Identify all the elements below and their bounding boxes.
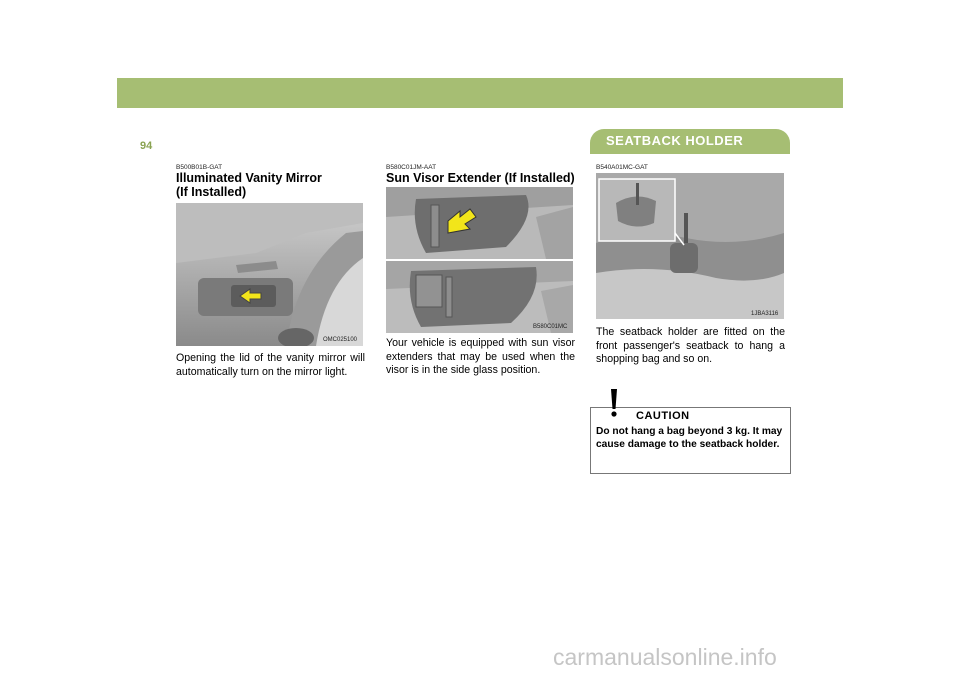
heading-line-1: Illuminated Vanity Mirror [176,171,322,185]
caution-text: Do not hang a bag beyond 3 kg. It may cause damage to the seatback holder. [596,426,783,450]
section-title: SEATBACK HOLDER [606,133,744,148]
image-code: 1JBA3116 [751,311,779,317]
heading-line-2: (If Installed) [176,185,247,199]
section-heading [176,171,322,199]
caution-title: CAUTION [636,410,690,422]
header-band [117,78,843,108]
warning-exclamation-icon [601,387,627,424]
seatback-holder-photo [596,173,784,319]
section-code: B500B01B-GAT [176,164,223,171]
vanity-mirror-photo [176,203,363,346]
sun-visor-photo-top [386,187,573,259]
chapter-title: FEATURES OF YOUR HYUNDAI [164,116,299,126]
chapter-number: 1 [146,107,157,128]
page-number: 94 [140,140,153,152]
image-code: OMC025100 [323,337,358,343]
body-text: The seatback holder are fitted on the front passenger's seatback to hang a shopping bag and so on. [596,326,785,365]
watermark: carmanualsonline.info [553,644,777,670]
section-code: B540A01MC-GAT [596,164,648,171]
section-heading: Sun Visor Extender (If Installed) [386,171,575,185]
body-text: Opening the lid of the vanity mirror will automatically turn on the mirror light. [176,352,365,378]
image-code: B580C01MC [533,324,568,330]
body-text: Your vehicle is equipped with sun visor extenders that may be used when the visor is in the side glass position. [386,337,575,376]
sun-visor-photo-bottom [386,261,573,333]
section-code: B580C01JM-AAT [386,164,437,171]
